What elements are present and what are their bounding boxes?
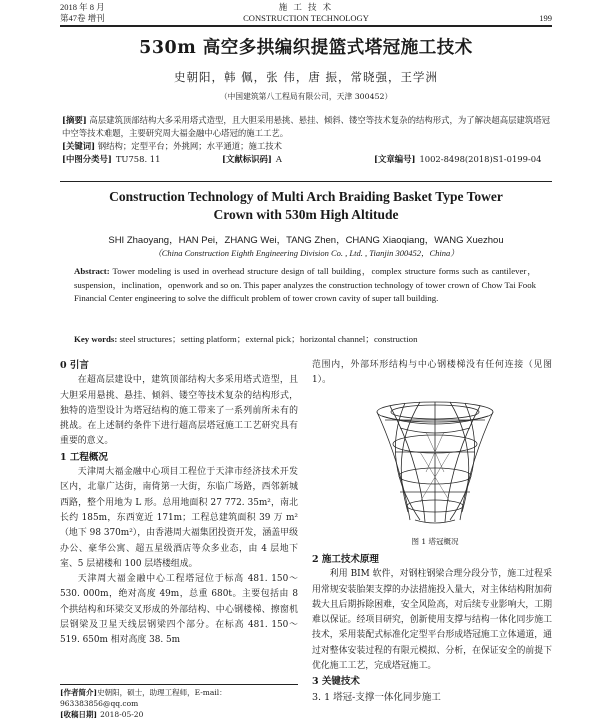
- authors-en: SHI Zhaoyang，HAN Pei，ZHANG Wei，TANG Zhen，CHANG Xiaoqiang，WANG Xuezhou: [108, 235, 504, 246]
- abstract-cn-block: [62, 114, 550, 166]
- section-intro-heading: 0 引言: [60, 360, 89, 371]
- clc: [中图分类号] TU758. 11: [62, 154, 161, 164]
- header-rule: [60, 25, 552, 27]
- abstract-en-text: Tower modeling is used in overhead structure design of tall building，complex structure forms such as cantilever，suspension，inclination，openwork and so on. This paper analyzes the construction technology of tower crown of Chow Tai Fook Financial Center engineering to solve the difficult problem of tower crown cavity of super tall building.: [74, 266, 536, 304]
- header-journal: [200, 2, 412, 24]
- tower-crown-figure: [360, 392, 510, 530]
- abstract-cn-text: 高层建筑顶部结构大多采用塔式造型，且大胆采用悬挑、悬挂、倾斜、镂空等技术复杂的结构形式，为了解决超高层建筑塔冠中空等技术难题，主要研究周大福金融中心塔冠的施工工艺。: [62, 115, 550, 138]
- subsection-heading: 3. 1 塔冠-支撑一体化同步施工: [312, 691, 441, 703]
- keywords-en-text: steel structures；setting platform；external pick；horizontal channel；construction: [119, 334, 418, 344]
- article-id: [文章编号] 1002-8498(2018)S1-0199-04: [374, 154, 542, 164]
- abstract-rule: [60, 181, 552, 182]
- abstract-en: [74, 265, 536, 306]
- title-cn: 530m 高空多拱编织提篮式塔冠施工技术: [139, 38, 473, 58]
- section-key-tech-heading: 3 关键技术: [312, 676, 360, 688]
- keywords-cn-label: [关键词]: [62, 141, 96, 151]
- continued-paragraph: 范围内，外部环形结构与中心钢楼梯没有任何连接（见图 1）。: [312, 360, 552, 386]
- title-en: [60, 188, 552, 224]
- title-en-line2: Crown with 530m High Altitude: [213, 207, 399, 222]
- footnote-received: [收稿日期] 2018-05-20: [60, 710, 144, 719]
- section-principle-heading: 2 施工技术原理: [312, 554, 379, 565]
- overview-paragraph-1: 天津周大福金融中心项目工程位于天津市经济技术开发区内，北靠广达街，南倚第一大街，东临广场路，西邻新城西路，整个用地为 L 形。总用地面积 27 772. 35m²，南北长约 185m，东西宽近 171m；工程总建筑面积 39 万 m²（地下 98 370m²），由香港周大福集团投资开发，涵盖甲级办公、豪华公寓、超五星级酒店等众多业态，由 4 层地下室、5 层裙楼和 100 层塔楼组成。: [60, 467, 298, 569]
- doc-code: [文献标识码] A: [222, 154, 282, 164]
- figure-caption: 图 1 塔冠概况: [411, 537, 459, 546]
- footnote-author: [作者简介]史朝阳，硕士，助理工程师，E-mail：963383856@qq.com: [60, 688, 227, 708]
- left-column: [60, 358, 298, 649]
- keywords-en-label: Key words:: [74, 334, 118, 344]
- page-number: 199: [539, 13, 552, 23]
- overview-paragraph-2: 天津周大福金融中心工程塔冠位于标高 481. 150～530. 000m，绝对高度 49m，总重 680t。主要包括由 8 个拱结构和环梁交叉形成的外部结构、中心钢楼梯、擦窗机层钢梁及卫星天线层钢梁四个部分。在标高 481. 150～519. 650m 相对高度 38. 5m: [60, 574, 298, 646]
- classification-row: [62, 153, 550, 166]
- abstract-cn-label: [摘要]: [62, 115, 87, 125]
- affiliation-en: （China Construction Eighth Engineering Division Co. , Ltd. , Tianjin 300452，China）: [153, 248, 459, 258]
- keywords-en: [74, 332, 536, 345]
- right-column-lower: [312, 552, 552, 705]
- header-volume: 第47卷 增刊: [60, 13, 105, 23]
- affiliation-cn: （中国建筑第八工程局有限公司，天津 300452）: [219, 92, 393, 101]
- abstract-cn: [62, 114, 550, 140]
- intro-paragraph: 在超高层建设中，建筑顶部结构大多采用塔式造型，且大胆采用悬挑、悬挂、倾斜、镂空等技术复杂的结构形式，独特的造型设计为塔冠结构的施工带来了一系列前所未有的挑战。在上述制约条件下进行超高层塔冠施工工艺研究具有重要的意义。: [60, 375, 298, 447]
- abstract-en-label: Abstract:: [74, 266, 110, 276]
- keywords-cn: [62, 140, 550, 153]
- keywords-cn-text: 钢结构；定型平台；外挑网；水平通道；施工技术: [97, 141, 282, 151]
- principle-paragraph: 利用 BIM 软件，对钢柱钢梁合理分段分节，施工过程采用常规安装胎架支撑的办法措施投入量大，对主体结构附加荷载大且后期拆除困难，安全风险高，对后续专业影响大，工期难以保证。经项目研究，创新使用支撑与结构一体化同步施工技术，采用装配式标准化定型平台形成塔冠施工立体通道，通过对整体安装过程的有限元模拟、分析，在保证安全的前提下优化施工工艺，完成塔冠施工。: [312, 569, 552, 672]
- authors-cn: 史朝阳，韩 佩，张 伟，唐 振，常晓强，王学洲: [174, 70, 438, 84]
- header-issue: [60, 2, 105, 24]
- header-date: 2018 年 8 月: [60, 2, 105, 12]
- title-en-line1: Construction Technology of Multi Arch Braiding Basket Type Tower: [109, 189, 503, 204]
- footnote: [60, 684, 298, 720]
- section-overview-heading: 1 工程概况: [60, 451, 108, 463]
- header-journal-en: CONSTRUCTION TECHNOLOGY: [243, 13, 369, 23]
- tower-crown-drawing: [360, 392, 510, 530]
- right-column: [312, 358, 552, 389]
- header-journal-cn: 施 工 技 术: [278, 2, 334, 12]
